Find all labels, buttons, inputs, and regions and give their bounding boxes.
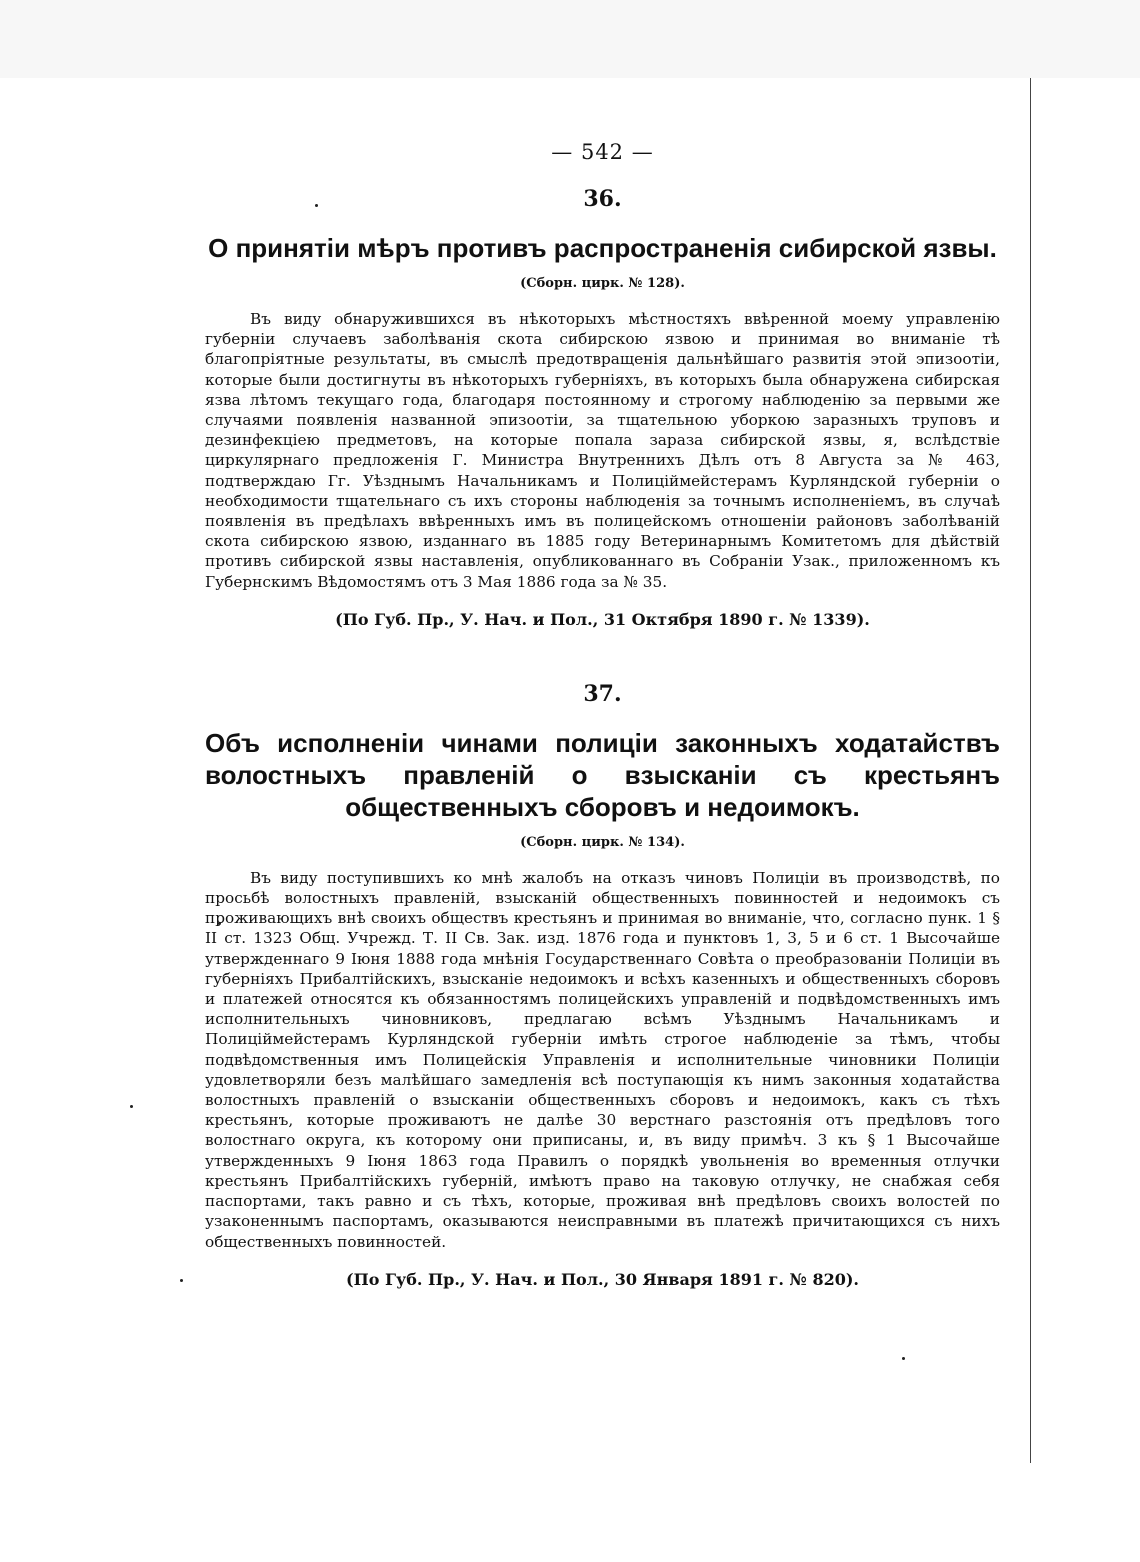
section-body: Въ виду обнаружившихся въ нѣкоторыхъ мѣстностяхъ ввѣренной моему управленію губерніи случаевъ заболѣванія скота сибирскою язвою и принимая во вниманіе тѣ благопріятные результаты, въ смыслѣ предотвращенія дальнѣйшаго развитія этой эпизоотіи, которые были достигнуты въ нѣкоторыхъ губерніяхъ, въ которыхъ была обнаружена сибирская язва лѣтомъ текущаго года, благодаря постоянному и строгому наблюденію за первыми же случаями появленія названной эпизоотіи, за тщательною уборкою заразныхъ труповъ и дезинфекціею предметовъ, на которые попала зараза сибирской язвы, я, вслѣдствіе циркулярнаго предложенія Г. Министра Внутреннихъ Дѣлъ отъ 8 Августа за № 463, подтверждаю Гг. Уѣзднымъ Начальникамъ и Полиціймейстерамъ Курляндской губерніи о необходимости тщательнаго съ ихъ стороны наблюденія за точнымъ исполненіемъ, въ случаѣ появленія въ предѣлахъ ввѣренныхъ имъ въ полицейскомъ отношеніи районовъ заболѣваній скота сибирскою язвою, изданнаго въ 1885 году Ветеринарнымъ Комитетомъ для дѣйствій противъ сибирской язвы наставленія, опубликованнаго въ Собраніи Узак., приложенномъ къ Губернскимъ Вѣдомостямъ отъ 3 Мая 1886 года за № 35. (205, 310, 1000, 591)
section-number: 37. (583, 680, 622, 707)
section-body: Въ виду поступившихъ ко мнѣ жалобъ на отказъ чиновъ Полиціи въ производствѣ, по просьбѣ волостныхъ правленій, взысканій общественныхъ повинностей и недоимокъ съ проживающихъ внѣ своихъ обществъ крестьянъ и принимая во вниманіе, что, согласно пунк. 1 § II ст. 1323 Общ. Учрежд. Т. II Св. Зак. изд. 1876 года и пунктовъ 1, 3, 5 и 6 ст. 1 Высочайше утвержденнаго 9 Іюня 1888 года мнѣнія Государственнаго Совѣта о преобразованіи Полиціи въ губерніяхъ Прибалтійскихъ, взысканіе недоимокъ и всѣхъ казенныхъ и общественныхъ сборовъ и платежей относятся къ обязанностямъ полицейскихъ управленій и подвѣдомственныхъ имъ исполнительныхъ чиновниковъ, предлагаю всѣмъ Уѣзднымъ Начальникамъ и Полиціймейстерамъ Курляндской губерніи имѣть строгое наблюденіе за тѣмъ, чтобы подвѣдомственныя имъ Полицейскія Управленія и исполнительные чиновники Полиціи удовлетворяли безъ малѣйшаго замедленія всѣ поступающія къ нимъ законныя ходатайства волостныхъ правленій о взысканіи общественныхъ сборовъ и недоимокъ, какъ съ тѣхъ крестьянъ, которые проживаютъ не далѣе 30 верстнаго разстоянія отъ предѣловъ того волостнаго округа, къ которому они приписаны, и, въ виду примѣч. 3 къ § 1 Высочайше утвержденныхъ 9 Іюня 1863 года Правилъ о порядкѣ увольненія во временныя отлучки крестьянъ Прибалтійскихъ губерній, имѣютъ право на таковую отлучку, не снабжая себя паспортами, такъ равно и съ тѣхъ, которые, проживая внѣ предѣловъ своихъ волостей по узаконеннымъ паспортамъ, оказываются неисправными въ платежѣ причитающихся съ нихъ общественныхъ повинностей. (205, 868, 1000, 1251)
scan-speck (130, 1105, 133, 1108)
section-title: О принятіи мѣръ противъ распространенія сибирской язвы. (208, 233, 997, 263)
scan-speck (180, 1279, 183, 1282)
document-page (205, 140, 1000, 1289)
section-reference: (Сборн. цирк. № 128). (520, 276, 685, 291)
section-source: (По Губ. Пр., У. Нач. и Пол., 31 Октября 1890 г. № 1339). (335, 609, 870, 629)
section-37 (205, 681, 1000, 1289)
scan-speck (902, 1357, 905, 1360)
section-title: Объ исполненіи чинами полиціи законныхъ ходатайствъ волостныхъ правленій о взысканіи съ крестьянъ общественныхъ сборовъ и недоимокъ. (205, 727, 1000, 822)
scan-edge-right (1030, 78, 1031, 1463)
page-number: — 542 — (551, 140, 654, 164)
section-number: 36. (583, 186, 622, 212)
section-36 (205, 186, 1000, 629)
section-source: (По Губ. Пр., У. Нач. и Пол., 30 Января 1891 г. № 820). (346, 1269, 859, 1289)
scan-edge-top (0, 0, 1140, 78)
section-reference: (Сборн. цирк. № 134). (520, 834, 685, 850)
